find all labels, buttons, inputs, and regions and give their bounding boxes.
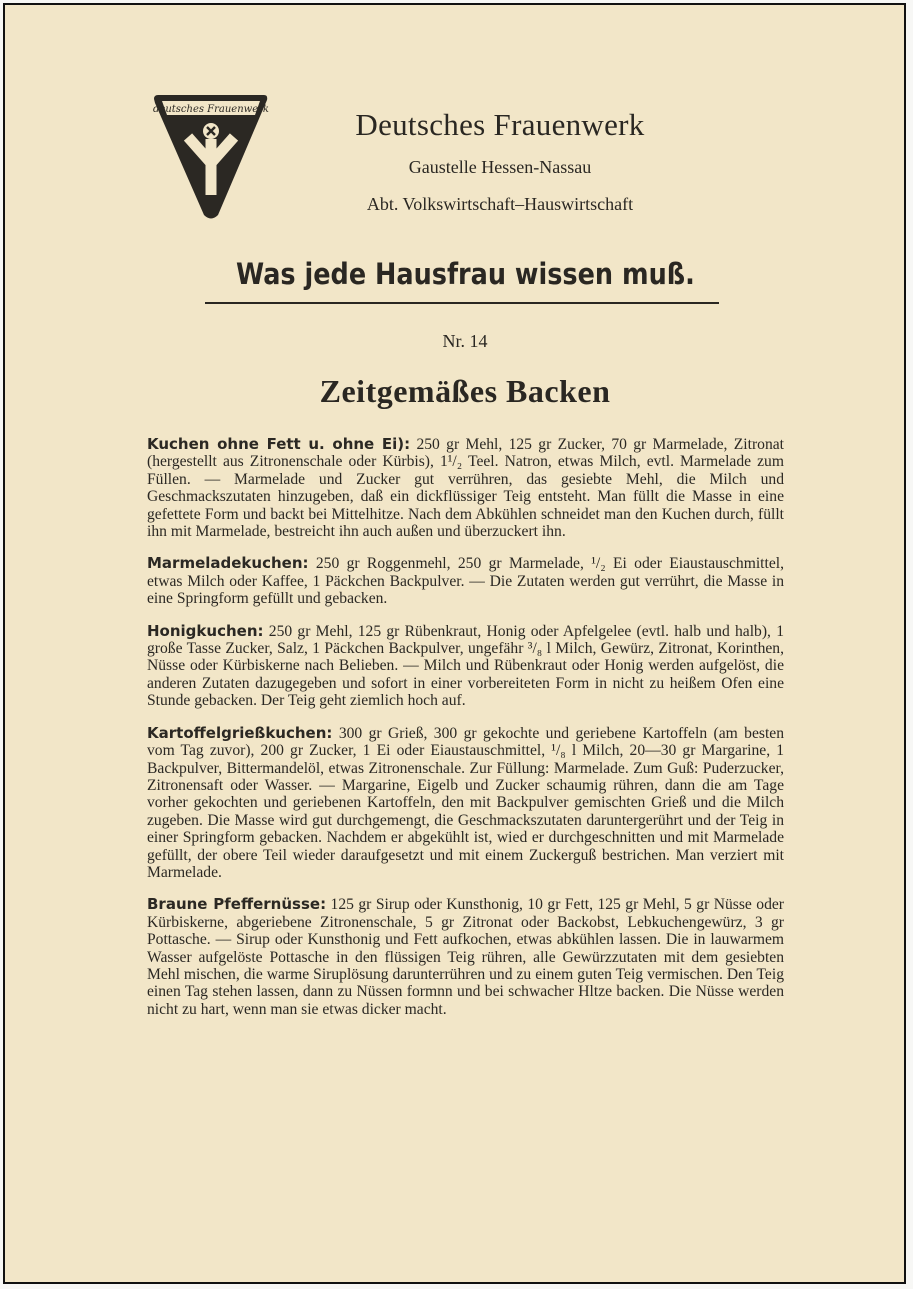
organisation-branch: Gaustelle Hessen-Nassau [408,157,592,177]
leaflet-page [3,3,906,1284]
recipe-kartoffelgriesskuchen [147,725,784,882]
logo-lettering: deutsches Frauenwerk [153,104,269,115]
recipe-text: 125 gr Sirup oder Kunsthonig, 10 gr Fett, 125 gr Mehl, 5 gr Nüsse oder Kürbiskerne, abgeriebene Zitronenschale, 5 gr Zitronat oder Backobst, Lebkuchengewürz, 3 gr Pottasche. — Sirup oder Kunsthonig und Fett aufkochen, etwas abkühlen lassen. Die in lauwarmem Wasser aufgelöste Pottasche in den flüssigen Teig rühren, alle Gewürzzutaten mit dem gesiebten Mehl mischen, die warme Siruplösung darunterrühren und zu einem guten Teig vermischen. Den Teig einen Tag stehen lassen, dann zu Nüssen formnn und bei schwacher Hltze backen. Die Nüsse werden nicht zu hart, wenn man sie etwas dicker macht. [147,896,784,1018]
recipe-kuchen-ohne-fett [147,436,784,540]
page-title: Zeitgemäßes Backen [319,373,611,409]
recipe-text: 250 gr Roggenmehl, 250 gr Marmelade, ¹/₂ Ei oder Eiaustauschmittel, etwas Milch oder Kaffee, 1 Päckchen Backpulver. — Die Zutaten werden gut verrührt, die Masse in eine Springform gefüllt und gebacken. [147,555,784,608]
recipe-name: Honigkuchen: [147,621,264,640]
recipe-name: Kartoffelgrießkuchen: [147,723,333,742]
issue-number: Nr. 14 [442,331,488,351]
frauenwerk-badge-logo [150,91,272,221]
organisation-name: Deutsches Frauenwerk [355,107,645,142]
recipe-marmeladekuchen [147,555,784,607]
recipe-text: 300 gr Grieß, 300 gr gekochte und geriebene Kartoffeln (am besten vom Tag zuvor), 200 gr Zucker, 1 Ei oder Eiaustauschmittel, ¹/₈ l Milch, 20—30 gr Margarine, 1 Backpulver, Bittermandelöl, etwas Zitronenschale. Zur Füllung: Marmelade. Zum Guß: Puderzucker, Zitronensaft oder Wasser. — Margarine, Eigelb und Zucker schaumig rühren, dann die am Tage vorher gekochten und geriebenen Kartoffeln, den mit Backpulver gemischten Grieß und die Milch zugeben. Die Masse wird gut durchgemengt, die Geschmackszutaten daruntergerührt und der Teig in einer Springform gebacken. Nachdem er abgekühlt ist, wied er durchgeschnitten und mit Marmelade gefüllt, der obere Teil wieder daraufgesetzt und mit einem Zuckerguß bestrichen. Man verziert mit Marmelade. [147,724,784,881]
recipe-braune-pfeffernuesse [147,896,784,1018]
recipe-name: Kuchen ohne Fett u. ohne Ei): [147,435,411,453]
recipe-text: 250 gr Mehl, 125 gr Zucker, 70 gr Marmelade, Zitronat (hergestellt aus Zitronenschale oder Kürbis), 1¹/₂ Teel. Natron, etwas Milch, evtl. Marmelade zum Füllen. — Marmelade und Zucker gut verrühren, das gesiebte Mehl, die Milch und Geschmackszutaten hinzugeben, daß ein dickflüssiger Teig entsteht. Man füllt die Masse in eine gefettete Form und backt bei Mittelhitze. Nach dem Abkühlen schneidet man den Kuchen durch, füllt ihn mit Marmelade, bestreicht ihn auch außen und überzuckert ihn. [147,436,785,541]
recipe-name: Marmeladekuchen: [147,554,309,573]
recipe-text: 250 gr Mehl, 125 gr Rübenkraut, Honig oder Apfelgelee (evtl. halb und halb), 1 große Tasse Zucker, Salz, 1 Päckchen Backpulver, ungefähr ³/₈ l Milch, Gewürz, Zitronat, Korinthen, Nüsse oder Kürbiskerne nach Belieben. — Milch und Rübenkraut oder Honig werden aufgelöst, die anderen Zutaten dazugegeben und sofort in einer vorbereiteten Form in nicht zu heißem Ofen eine Stunde gebacken. Der Teig geht ziemlich hoch auf. [147,622,784,710]
recipe-name: Braune Pfeffernüsse: [147,895,327,914]
recipe-honigkuchen [147,623,784,710]
slogan-headline: Was jede Hausfrau wissen muß. [235,257,695,291]
slogan-underline [205,302,719,304]
recipe-list [147,436,784,1033]
organisation-department: Abt. Volkswirtschaft–Hauswirtschaft [366,194,634,214]
